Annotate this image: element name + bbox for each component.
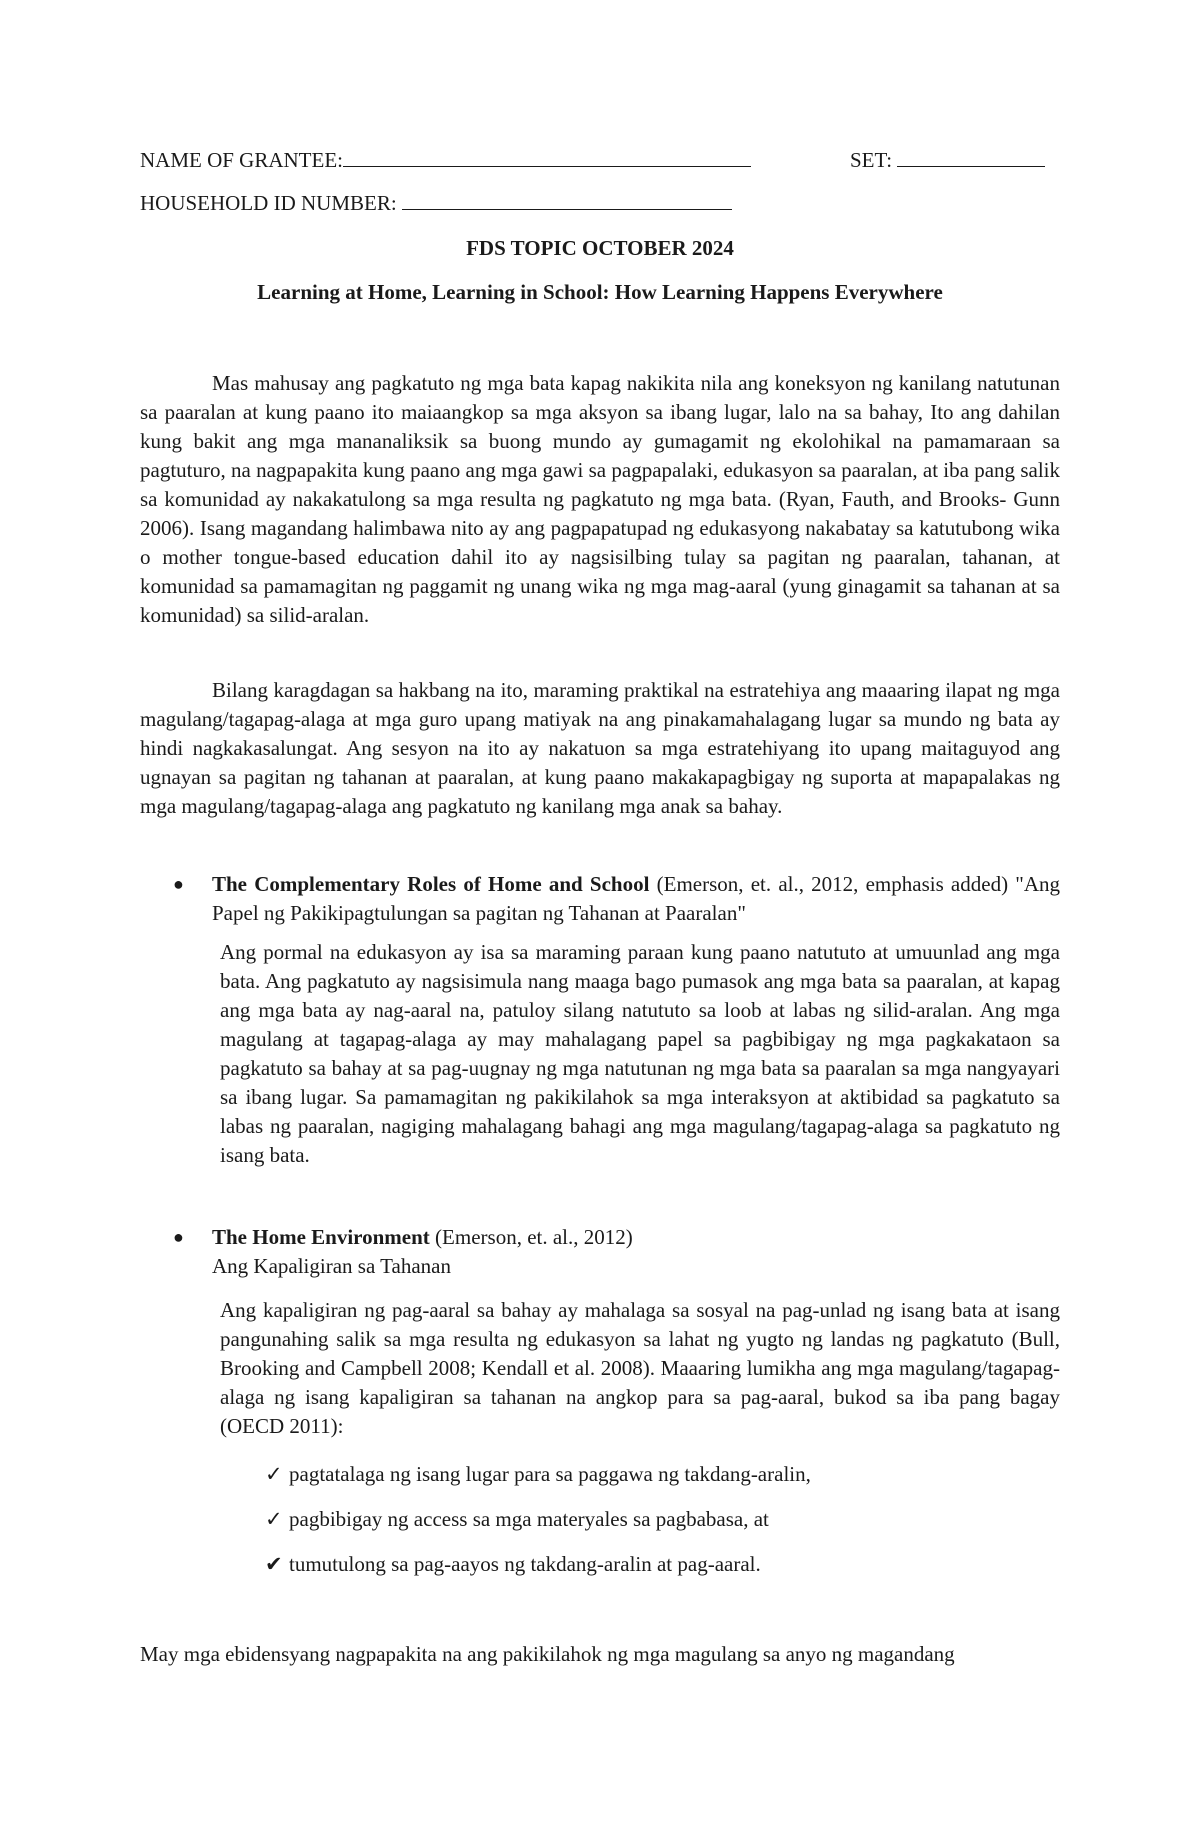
- grantee-name-field[interactable]: [343, 148, 751, 167]
- bullet-heading-rest: (Emerson, et. al., 2012): [429, 1225, 633, 1249]
- set-label: SET:: [850, 148, 893, 172]
- checklist-item: [265, 1460, 811, 1489]
- checklist-text: tumutulong sa pag-aayos ng takdang-aralin at pag-aaral.: [289, 1552, 761, 1576]
- bullet-heading-bold: The Home Environment: [212, 1225, 430, 1249]
- bullet-icon: ●: [173, 1227, 184, 1247]
- household-id-label: HOUSEHOLD ID NUMBER:: [140, 191, 397, 215]
- bullet-icon: ●: [173, 874, 184, 894]
- checklist-text: pagbibigay ng access sa mga materyales sa pagbabasa, at: [289, 1507, 769, 1531]
- complementary-roles-body: Ang pormal na edukasyon ay isa sa maraming paraan kung paano natututo at umuunlad ang mga bata. Ang pagkatuto ay nagsisimula nang maaga bago pumasok ang mga bata sa paaralan, at kapag ang mga bata ay nag-aaral na, patuloy silang natututo sa loob at labas ng silid-aralan. Ang mga magulang at tagapag-alaga ay may mahalagang papel sa pagbibigay ng mga pagkakataon sa pagkatuto sa bahay at sa pag-uugnay ng mga natutunan ng mga bata sa paaralan sa mga nangyayari sa ibang lugar. Sa pamamagitan ng pakikilahok sa mga interaksyon at aktibidad sa pagkatuto sa labas ng paaralan, nagiging mahalagang bahagi ang mga magulang/tagapag-alaga sa pagkatuto ng isang bata.: [220, 940, 1060, 1167]
- checklist-item: [265, 1505, 769, 1534]
- bullet-heading-rest: (Emerson, et. al., 2012, emphasis added) "Ang Papel ng Pakikipagtulungan sa pagitan ng Tahanan at Paaralan": [212, 872, 1060, 925]
- grantee-name-label: NAME OF GRANTEE:: [140, 148, 343, 172]
- bullet-heading: [212, 1223, 1060, 1281]
- household-id-field[interactable]: [402, 191, 732, 210]
- topic-title: FDS TOPIC OCTOBER 2024: [466, 236, 734, 260]
- home-environment-body: Ang kapaligiran ng pag-aaral sa bahay ay mahalaga sa sosyal na pag-unlad ng isang bata at isang pangunahing salik sa mga resulta ng edukasyon sa lahat ng yugto ng landas ng pagkatuto (Bull, Brooking and Campbell 2008; Kendall et al. 2008). Maaaring lumikha ang mga magulang/tagapag- alaga ng isang kapaligiran sa tahanan na angkop para sa pag-aaral, bukod sa iba pang bagay (OECD 2011):: [220, 1298, 1060, 1438]
- document-subtitle: Learning at Home, Learning in School: How Learning Happens Everywhere: [257, 280, 943, 304]
- check-icon: ✓: [265, 1462, 283, 1486]
- set-field[interactable]: [897, 148, 1045, 167]
- checklist-item: [265, 1550, 761, 1579]
- check-icon: ✓: [265, 1507, 283, 1531]
- bullet-heading-bold: The Complementary Roles of Home and School: [212, 872, 650, 896]
- household-id-row: [140, 191, 732, 216]
- closing-paragraph: May mga ebidensyang nagpapakita na ang pakikilahok ng mga magulang sa anyo ng magandang: [140, 1642, 955, 1666]
- set-row: [850, 148, 1045, 173]
- intro-paragraph: Mas mahusay ang pagkatuto ng mga bata kapag nakikita nila ang koneksyon ng kanilang natutunan sa paaralan at kung paano ito maiaangkop sa mga aksyon sa ibang lugar, lalo na sa bahay, Ito ang dahilan kung bakit ang mga mananaliksik sa buong mundo ay gumagamit ng ekolohikal na pamamaraan sa pagtuturo, na nagpapakita kung paano ang mga gawi sa pagpapalaki, edukasyon sa paaralan, at iba pang salik sa komunidad ay nakakatulong sa mga resulta ng pagkatuto ng mga bata. (Ryan, Fauth, and Brooks- Gunn 2006). Isang magandang halimbawa nito ay ang pagpapatupad ng edukasyong nakabatay sa katutubong wika o mother tongue-based education dahil ito ay nagsisilbing tulay sa pagitan ng paaralan, tahanan, at komunidad sa pamamagitan ng paggamit ng unang wika ng mga mag-aaral (yung ginagamit sa tahanan at sa komunidad) sa silid-aralan.: [140, 371, 1060, 627]
- grantee-name-row: [140, 148, 751, 173]
- checklist-text: pagtatalaga ng isang lugar para sa paggawa ng takdang-aralin,: [289, 1462, 811, 1486]
- strategy-paragraph: Bilang karagdagan sa hakbang na ito, maraming praktikal na estratehiya ang maaaring ilapat ng mga magulang/tagapag-alaga at mga guro upang matiyak na ang pinakamahalagang lugar sa mundo ng bata ay hindi nagkakasalungat. Ang sesyon na ito ay nakatuon sa mga estratehiyang ito upang maitaguyod ang ugnayan sa pagitan ng tahanan at paaralan, at kung paano makakapagbigay ng suporta at mapapalakas ng mga magulang/tagapag-alaga ang pagkatuto ng kanilang mga anak sa bahay.: [140, 678, 1060, 818]
- bullet-heading: [212, 870, 1060, 928]
- bullet-subline: Ang Kapaligiran sa Tahanan: [212, 1254, 451, 1278]
- check-icon: ✔: [265, 1552, 283, 1576]
